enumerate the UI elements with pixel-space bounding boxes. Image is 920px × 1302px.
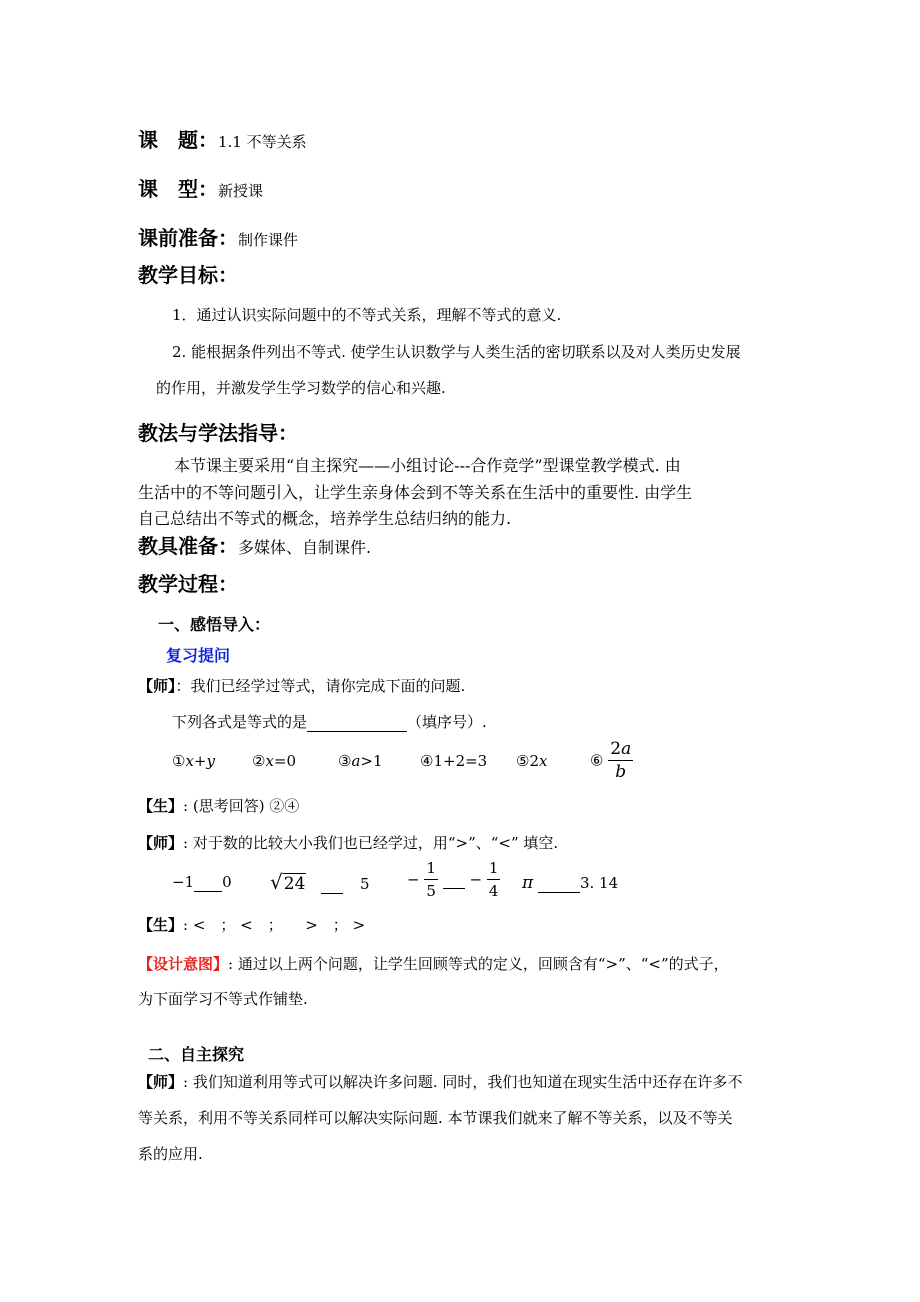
compare-3 (407, 857, 500, 902)
design-intent-line-2: 为下面学习不等式作铺垫. (138, 990, 308, 1008)
student-tag: 【生】 (138, 916, 184, 934)
teacher-tag: 【师】 (138, 1073, 184, 1091)
topic-value: 1.1 不等关系 (218, 133, 307, 151)
topic-row (138, 124, 307, 153)
fraction-numerator: 2a (610, 739, 632, 759)
tools-value: 多媒体、自制课件. (238, 538, 372, 557)
section-1-heading: 一、感悟导入： (158, 615, 271, 634)
teacher-tag: 【师】 (138, 834, 184, 852)
option-3-rest: >1 (360, 752, 383, 770)
compare-4-blank (538, 874, 580, 893)
option-1-var-b: y (206, 752, 215, 770)
section-2-heading: 二、自主探究 (148, 1045, 245, 1064)
topic-label: 课 题： (138, 128, 218, 152)
type-value: 新授课 (218, 182, 264, 200)
goal-item-1: 1．通过认识实际问题中的不等式关系，理解不等式的意义. (172, 306, 562, 324)
compare-2-right: 5 (359, 875, 370, 893)
compare-3-minus-1: − (407, 870, 420, 889)
option-2 (252, 752, 296, 770)
tools-row (138, 530, 371, 559)
option-1-mark: ① (172, 752, 186, 770)
option-5-var: x (539, 752, 548, 770)
option-2-mark: ② (252, 752, 266, 770)
goals-heading: 教学目标： (138, 263, 238, 287)
compare-2 (270, 870, 370, 894)
pi-symbol: π (522, 873, 534, 893)
compare-3-blank (443, 870, 465, 889)
question-1-prefix: 下列各式是等式的是 (172, 713, 308, 731)
teacher-line-3b: 等关系，利用不等关系同样可以解决实际问题. 本节课我们就来了解不等关系，以及不等关 (138, 1109, 733, 1127)
tools-label: 教具准备： (138, 534, 238, 558)
option-3-var: a (351, 752, 361, 770)
option-4-mark: ④ (420, 752, 434, 770)
design-intent-text: : 通过以上两个问题，让学生回顾等式的定义，回顾含有“>”、“<”的式子， (228, 955, 729, 973)
prep-value: 制作课件 (238, 231, 299, 249)
process-heading: 教学过程： (138, 572, 238, 596)
option-6-mark: ⑥ (590, 751, 604, 770)
compare-2-blank (321, 875, 343, 894)
teacher-line-3c: 系的应用. (138, 1145, 203, 1163)
option-3 (338, 752, 383, 770)
option-2-var: x (265, 752, 274, 770)
option-5 (516, 752, 547, 770)
option-4 (420, 752, 487, 770)
question-1 (172, 711, 487, 732)
review-heading: 复习提问 (166, 646, 231, 665)
option-1 (172, 752, 215, 770)
student-text: : (思考回答) ②④ (183, 797, 300, 815)
compare-1-right: 0 (222, 873, 232, 891)
compare-4 (522, 873, 618, 893)
type-label: 课 型： (138, 177, 218, 201)
fraction-1-over-4: $\frac{1}{4}$ (488, 859, 499, 900)
compare-1 (172, 873, 232, 892)
sqrt-radicand: 24 (283, 874, 306, 894)
compare-1-blank (194, 873, 222, 892)
teacher-line-1 (138, 675, 465, 696)
option-3-mark: ③ (338, 752, 352, 770)
design-intent-tag: 【设计意图】 (138, 955, 229, 973)
teacher-text: : 我们知道利用等式可以解决许多问题. 同时，我们也知道在现实生活中还存在许多不 (183, 1073, 743, 1091)
design-intent-line-1 (138, 953, 729, 974)
prep-row (138, 222, 298, 251)
student-line-2 (138, 914, 365, 935)
student-tag: 【生】 (138, 797, 184, 815)
option-1-var-a: x (185, 752, 194, 770)
option-2-rest: =0 (273, 752, 297, 770)
fraction-denominator: b (615, 762, 627, 782)
method-heading: 教法与学法指导： (138, 421, 298, 445)
option-5-mark: ⑤ (516, 752, 530, 770)
teacher-line-3 (138, 1071, 742, 1092)
teacher-text: : 对于数的比较大小我们也已经学过，用“>”、“<” 填空. (183, 834, 559, 852)
method-line-3: 自己总结出不等式的概念，培养学生总结归纳的能力. (138, 509, 512, 528)
teacher-text: ：我们已经学过等式，请你完成下面的问题. (175, 677, 466, 695)
answer-blank (307, 713, 407, 732)
type-row (138, 173, 263, 202)
method-line-2: 生活中的不等问题引入，让学生亲身体会到不等关系在生活中的重要性. 由学生 (138, 483, 693, 502)
option-5-coef: 2 (529, 752, 539, 770)
compare-4-right: 3. 14 (579, 874, 619, 892)
prep-label: 课前准备： (138, 226, 238, 250)
fraction-2a-over-b (608, 738, 633, 783)
option-6 (590, 738, 633, 783)
method-line-1: 本节课主要采用“自主探究——小组讨论---合作竞学”型课堂教学模式. 由 (174, 456, 681, 475)
teacher-line-2 (138, 832, 558, 853)
compare-1-left: −1 (172, 873, 195, 891)
option-1-op: + (193, 752, 207, 770)
question-1-suffix: （填序号）. (407, 713, 487, 731)
fraction-1-over-5: $\frac{1}{5}$ (426, 859, 436, 900)
student-line-1 (138, 795, 299, 816)
sqrt-icon: √ (270, 870, 283, 894)
compare-3-minus-2: − (469, 870, 483, 889)
student-text: : < ； < ； > ； > (183, 916, 366, 934)
goal-item-2-line2: 的作用，并激发学生学习数学的信心和兴趣. (156, 379, 446, 397)
teacher-tag: 【师】 (138, 677, 176, 695)
goal-item-2-line1: 2. 能根据条件列出不等式. 使学生认识数学与人类生活的密切联系以及对人类历史发展 (172, 343, 741, 361)
option-4-text: 1+2=3 (433, 752, 488, 770)
